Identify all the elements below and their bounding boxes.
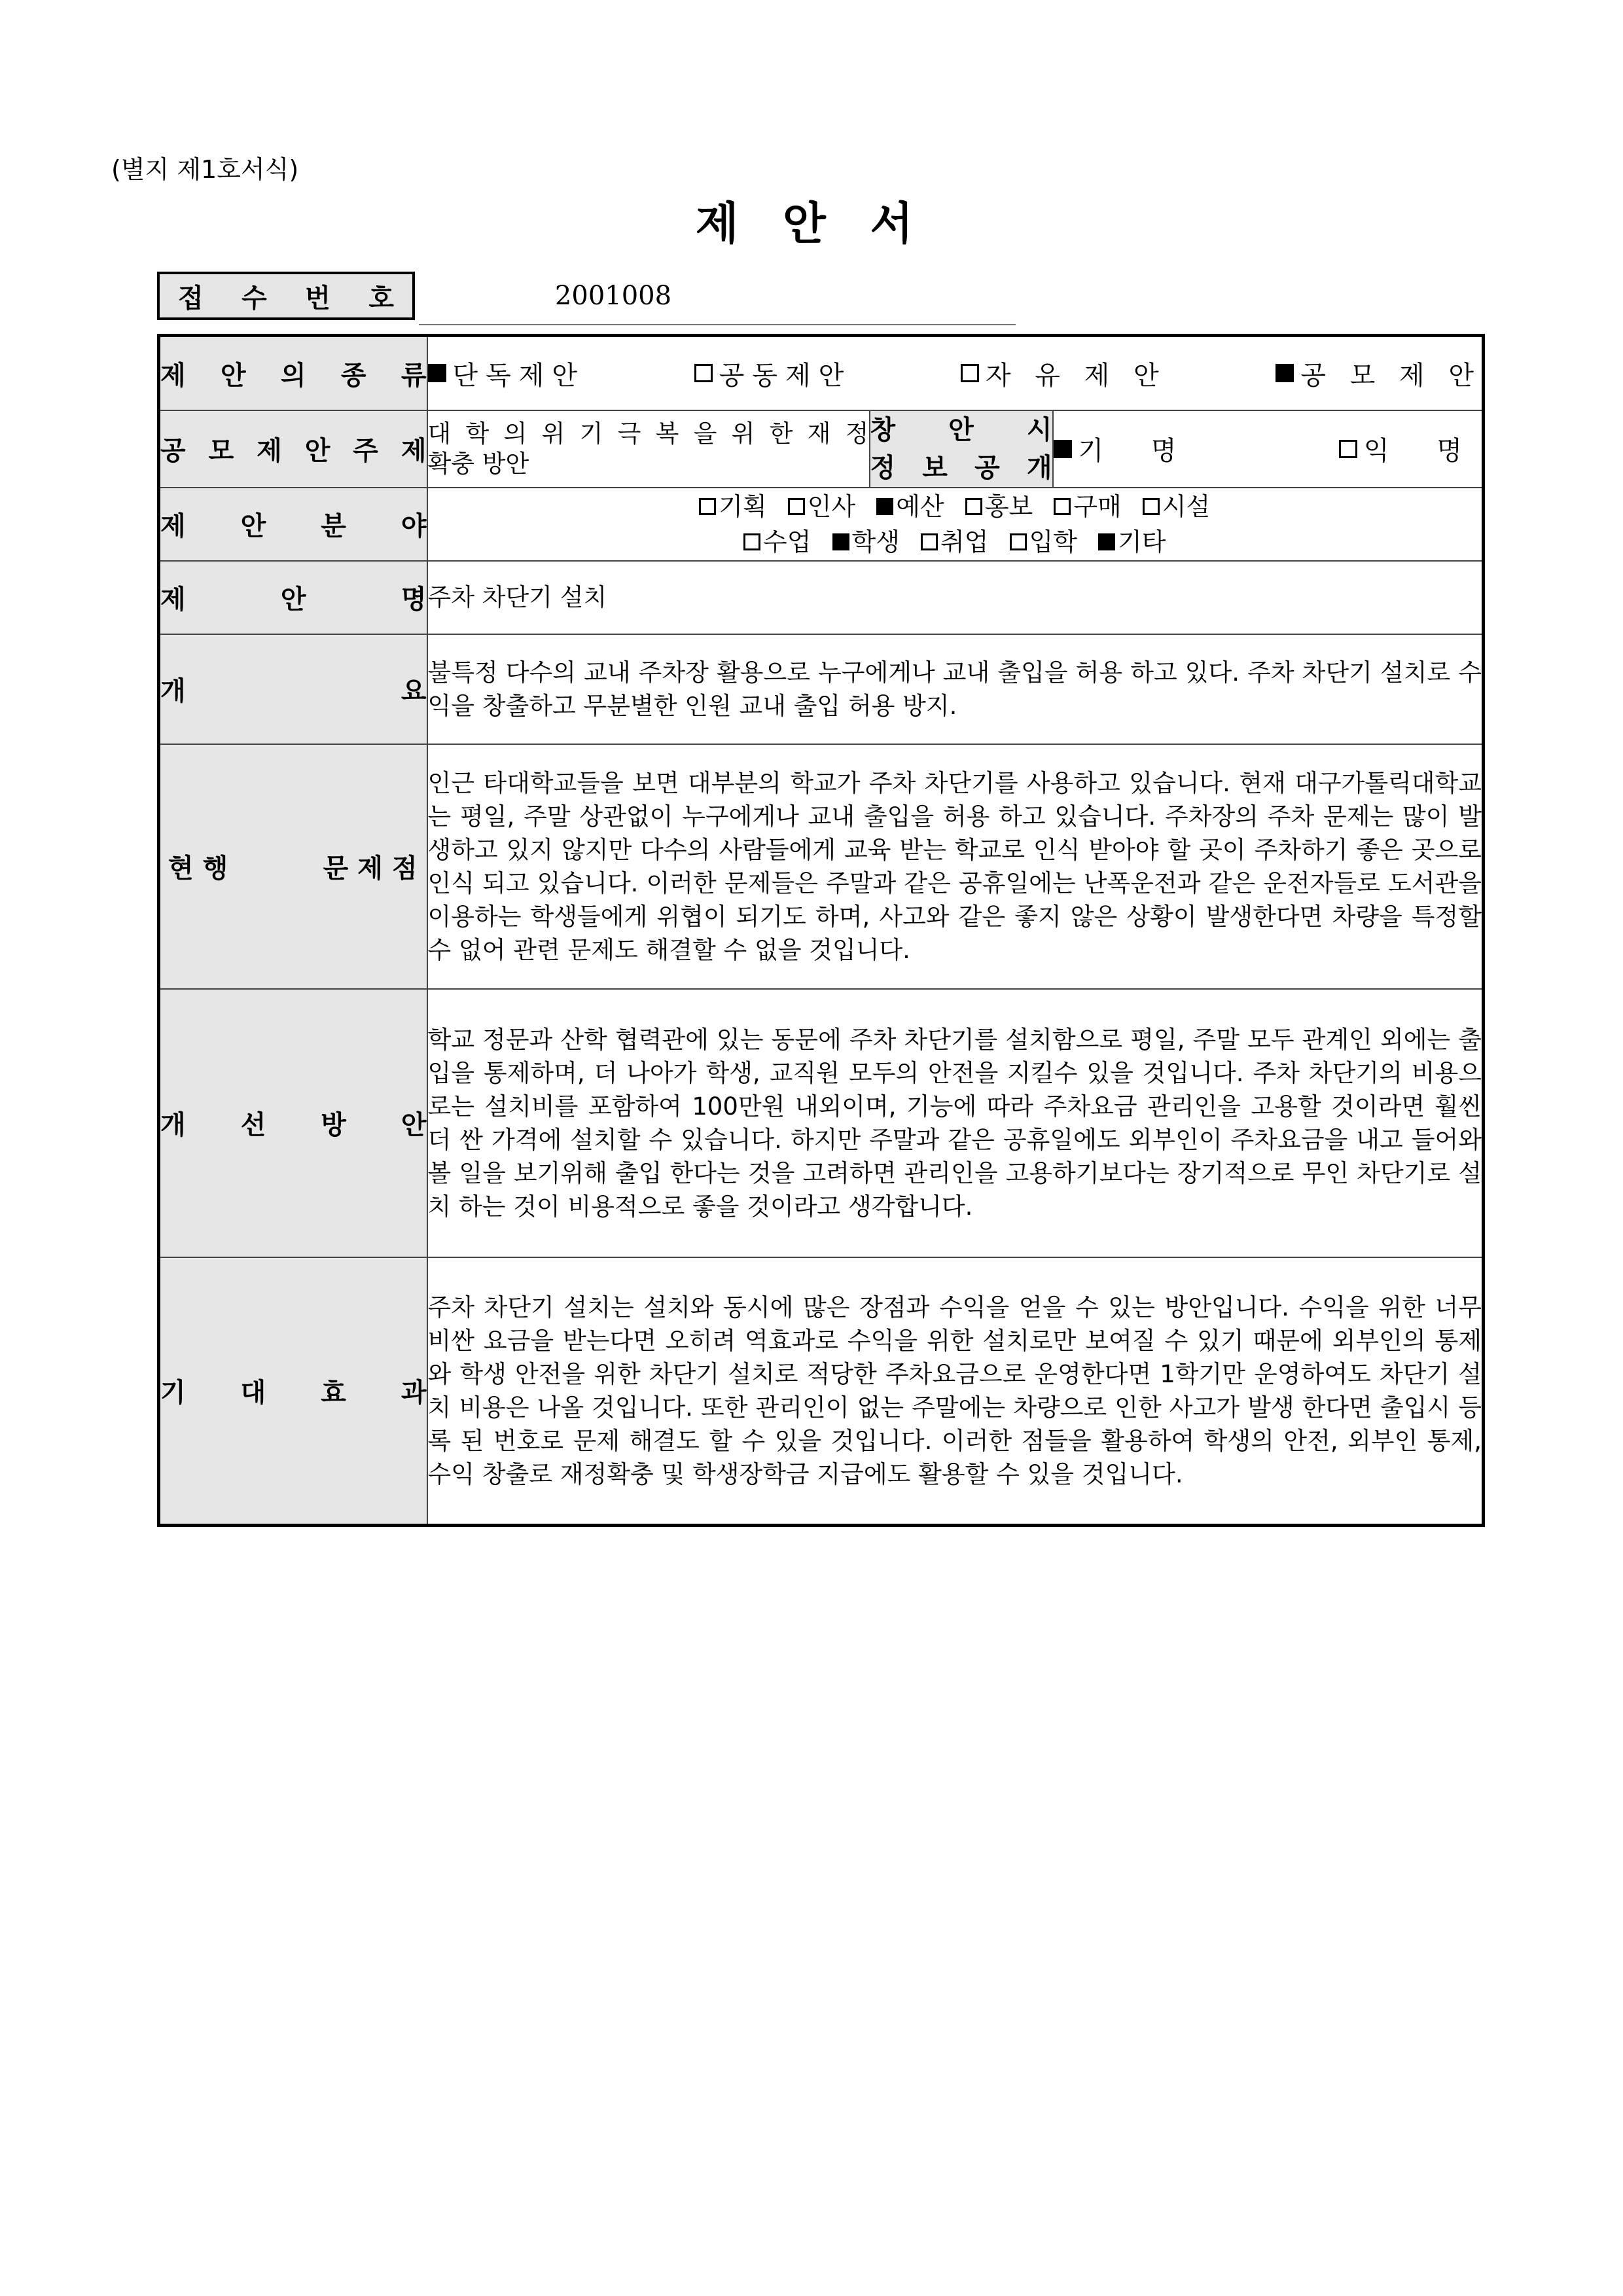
contest-theme-label	[159, 410, 427, 488]
current-problems-label: 현행 문제점	[159, 744, 427, 989]
option-label: 수업	[763, 527, 812, 556]
checkbox-icon	[921, 533, 938, 550]
field-line-2	[428, 524, 1482, 560]
disclosure-label	[870, 410, 1053, 488]
checkbox-icon	[1098, 533, 1115, 550]
row-current-problems	[159, 744, 1484, 989]
proposal-name-text: 주차 차단기 설치	[427, 583, 607, 611]
field-option-facilities[interactable]	[1143, 489, 1210, 524]
option-label: 익 명	[1364, 436, 1482, 466]
expected-effects-value	[427, 1257, 1484, 1526]
proposal-type-label	[159, 336, 427, 410]
checkbox-icon	[965, 498, 982, 515]
row-summary	[159, 634, 1484, 744]
field-option-other[interactable]	[1098, 524, 1166, 560]
checkbox-icon	[1339, 440, 1357, 458]
contest-theme-line2: 확충 방안	[427, 449, 529, 478]
option-label: 입학	[1029, 527, 1077, 556]
spread-label-text: 창 안 시	[870, 414, 1052, 445]
spread-label-text: 개 선 방 안	[160, 1110, 427, 1140]
spread-label-text: 개 요	[160, 676, 427, 706]
option-named[interactable]	[1054, 430, 1196, 467]
option-contest-proposal[interactable]	[1275, 355, 1482, 392]
proposal-form-table	[157, 334, 1485, 1527]
field-option-personnel[interactable]	[788, 489, 855, 524]
option-label: 기 명	[1078, 436, 1196, 466]
row-contest-theme	[159, 410, 1484, 488]
form-reference: (별지 제1호서식)	[111, 155, 299, 184]
summary-text: 불특정 다수의 교내 주차장 활용으로 누구에게나 교내 출입을 허용 하고 있다. 주차 차단기 설치로 수익을 창출하고 무분별한 인원 교내 출입 허용 방지.	[427, 658, 1482, 720]
option-label: 학생	[851, 527, 900, 556]
disclosure-options	[1053, 410, 1484, 488]
spread-label-text: 대 학 의 위 기 극 복 을 위 한 재 정	[427, 419, 869, 448]
field-option-employment[interactable]	[921, 524, 988, 560]
checkbox-icon	[743, 533, 760, 550]
checkbox-icon	[876, 498, 893, 515]
improvement-plan-label	[159, 989, 427, 1257]
document-title: 제 안 서	[695, 198, 928, 250]
option-label: 구매	[1073, 492, 1122, 521]
option-label: 인사	[807, 492, 856, 521]
spread-label-text: 공 모 제 안 주 제	[160, 436, 427, 466]
row-improvement-plan	[159, 989, 1484, 1257]
field-option-admission[interactable]	[1010, 524, 1077, 560]
proposal-field-options	[427, 488, 1484, 561]
option-single-proposal[interactable]	[428, 355, 586, 392]
receipt-number-value: 2001008	[554, 281, 672, 311]
spread-label-text: 제 안 의 종 류	[160, 360, 427, 391]
checkbox-icon	[694, 364, 713, 382]
checkbox-icon	[1054, 498, 1071, 515]
row-proposal-name	[159, 561, 1484, 634]
checkbox-icon	[428, 364, 446, 382]
summary-label	[159, 634, 427, 744]
option-label: 자 유 제 안	[985, 360, 1167, 391]
checkbox-icon	[1054, 440, 1072, 458]
improvement-plan-text: 학교 정문과 산학 협력관에 있는 동문에 주차 차단기를 설치함으로 평일, 주말 모두 관계인 외에는 출입을 통제하며, 더 나아가 학생, 교직원 모두의 안전을 지킬수 있을 것입니다. 주차 차단기의 비용으로는 설치비를 포함하여 100만원 내외이며, 기능에 따라 주차요금 관리인을 고용할 것이라면 훨씬 더 싼 가격에 설치할 수 있습니다. 하지만 주말과 같은 공휴일에도 외부인이 주차요금을 내고 들어와 볼 일을 보기위해 출입 한다는 것을 고려하면 관리인을 고용하기보다는 장기적으로 무인 차단기로 설치 하는 것이 비용적으로 좋을 것이라고 생각합니다.	[427, 1025, 1482, 1221]
field-option-classes[interactable]	[743, 524, 811, 560]
checkbox-icon	[699, 498, 716, 515]
row-proposal-type	[159, 336, 1484, 410]
expected-effects-text: 주차 차단기 설치는 설치와 동시에 많은 장점과 수익을 얻을 수 있는 방안입니다. 수익을 위한 너무 비싼 요금을 받는다면 오히려 역효과로 수익을 위한 설치로만 보여질 수 있기 때문에 외부인의 통제와 학생 안전을 위한 차단기 설치로 적당한 주차요금으로 운영한다면 1학기만 운영하여도 차단기 설치 비용은 나올 것입니다. 또한 관리인이 없는 주말에는 차량으로 인한 사고가 발생 한다면 출입시 등록 된 번호로 문제 해결도 할 수 있을 것입니다. 이러한 점들을 활용하여 학생의 안전, 외부인 통제, 수익 창출로 재정확충 및 학생장학금 지급에도 활용할 수 있을 것입니다.	[427, 1293, 1482, 1488]
row-proposal-field	[159, 488, 1484, 561]
proposal-name-label	[159, 561, 427, 634]
checkbox-icon	[961, 364, 979, 382]
spread-label-text: 제 안 분 야	[160, 511, 427, 541]
current-problems-text: 인근 타대학교들을 보면 대부분의 학교가 주차 차단기를 사용하고 있습니다. 현재 대구가톨릭대학교는 평일, 주말 상관없이 누구에게나 교내 출입을 허용 하고 있습니다. 주차장의 주차 문제는 많이 발생하고 있지 않지만 다수의 사람들에게 교육 받는 학교로 인식 받아야 할 곳이 주차하기 좋은 곳으로 인식 되고 있습니다. 이러한 문제들은 주말과 같은 공휴일에는 난폭운전과 같은 운전자들로 도서관을 이용하는 학생들에게 위협이 되기도 하며, 사고와 같은 좋지 않은 상황이 발생한다면 차량을 특정할 수 없어 관련 문제도 해결할 수 없을 것입니다.	[427, 768, 1482, 964]
checkbox-icon	[788, 498, 805, 515]
option-label: 시설	[1162, 492, 1211, 521]
improvement-plan-value	[427, 989, 1484, 1257]
field-option-planning[interactable]	[699, 489, 766, 524]
option-label: 기획	[719, 492, 767, 521]
receipt-number-label: 접 수 번 호	[157, 272, 415, 320]
proposal-type-options	[427, 336, 1484, 410]
option-label: 공동제안	[719, 360, 852, 391]
current-problems-value	[427, 744, 1484, 989]
field-option-pr[interactable]	[965, 489, 1033, 524]
field-option-budget[interactable]	[876, 489, 944, 524]
summary-value	[427, 634, 1484, 744]
receipt-underline	[419, 324, 1016, 325]
spread-label-text: 제 안 명	[160, 584, 427, 615]
option-label: 공 모 제 안	[1300, 360, 1482, 391]
contest-theme-value	[427, 410, 870, 488]
option-joint-proposal[interactable]	[694, 355, 852, 392]
checkbox-icon	[1143, 498, 1160, 515]
field-option-purchasing[interactable]	[1054, 489, 1121, 524]
option-anonymous[interactable]	[1339, 430, 1482, 467]
proposal-field-label	[159, 488, 427, 561]
row-expected-effects	[159, 1257, 1484, 1526]
expected-effects-label	[159, 1257, 427, 1526]
option-label: 기타	[1118, 527, 1166, 556]
option-label: 예산	[896, 492, 944, 521]
option-label: 홍보	[984, 492, 1033, 521]
option-free-proposal[interactable]	[961, 355, 1167, 392]
checkbox-icon	[832, 533, 849, 550]
spread-label-text: 기 대 효 과	[160, 1378, 427, 1408]
option-label: 취업	[940, 527, 989, 556]
spread-label-text: 정 보 공 개	[870, 452, 1052, 483]
checkbox-icon	[1275, 364, 1294, 382]
checkbox-icon	[1010, 533, 1027, 550]
option-label: 단독제안	[452, 360, 586, 391]
field-line-1	[428, 489, 1482, 524]
receipt-number-block	[157, 272, 856, 325]
field-option-students[interactable]	[832, 524, 900, 560]
proposal-name-value	[427, 561, 1484, 634]
